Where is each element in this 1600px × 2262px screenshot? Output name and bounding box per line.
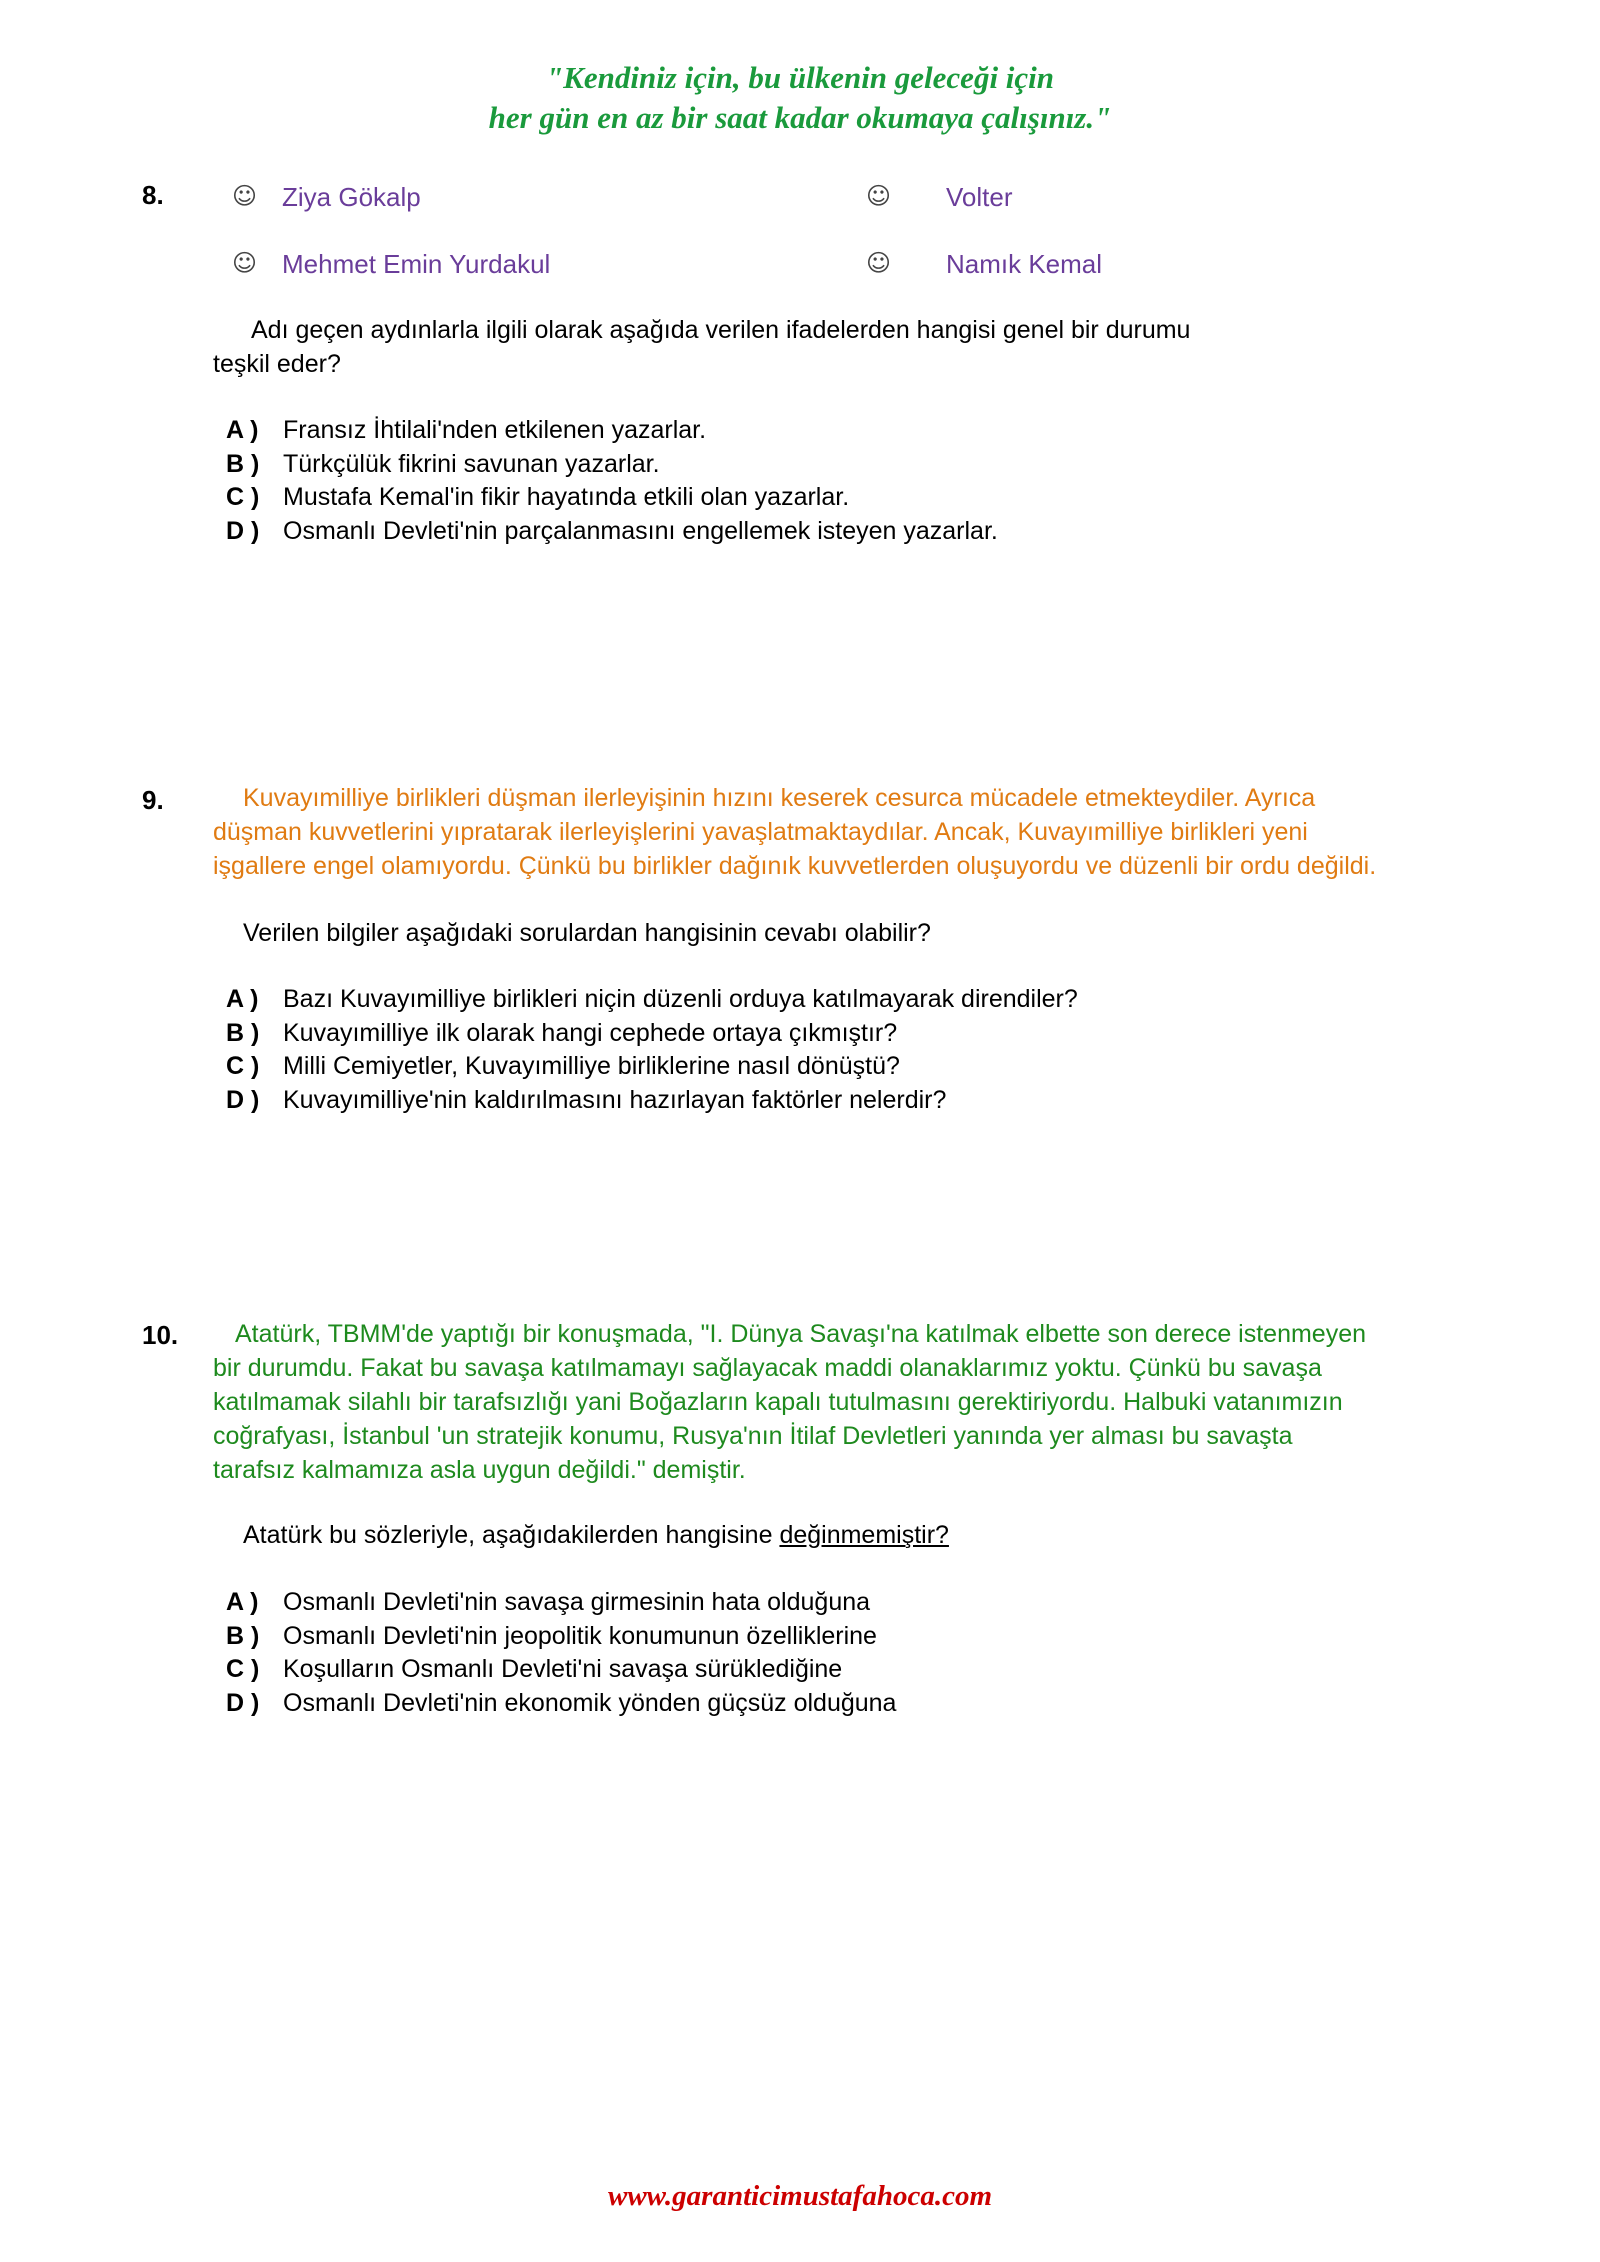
underlined-keyword: değinmemiştir? (779, 1521, 949, 1549)
answer-option-c[interactable]: C ) Mustafa Kemal'in fikir hayatında etkili olan yazarlar. (226, 483, 850, 511)
question-passage: Atatürk, TBMM'de yaptığı bir konuşmada, "I. Dünya Savaşı'na katılmak elbette son derece istenmeyen bir durumdu. Fakat bu savaşa katılmamayı sağlayacak maddi olanaklarımız yoktu. Çünkü bu savaşa katılmamak silahlı bir tarafsızlığı yani Boğazların kapalı tutulmasını gerektiriyordu. Halbuki vatanımızın coğrafyası, İstanbul 'un stratejik konumu, Rusya'nın İtilaf Devletleri yanında yer alması bu savaşta tarafsız kalmamıza asla uygun değildi." demiştir. (213, 1320, 1367, 1484)
answer-options (226, 414, 998, 548)
smiley-icon: ☺ (866, 182, 892, 210)
answer-options (226, 983, 1078, 1117)
quote-line-2: her gün en az bir saat kadar okumaya çalışınız." (488, 100, 1112, 135)
question-stem: Adı geçen aydınlarla ilgili olarak aşağıda verilen ifadelerden hangisi genel bir durumu teşkil eder? (213, 316, 1191, 378)
smiley-icon: ☺ (232, 249, 258, 277)
smiley-icon: ☺ (232, 182, 258, 210)
answer-option-c[interactable]: C ) Koşulların Osmanlı Devleti'ni savaşa sürüklediğine (226, 1655, 843, 1683)
quote-line-1: "Kendiniz için, bu ülkenin geleceği için (545, 60, 1055, 95)
footer-website-link[interactable]: www.garanticimustafahoca.com (607, 2180, 993, 2212)
answer-option-b[interactable]: B ) Osmanlı Devleti'nin jeopolitik konumunun özelliklerine (226, 1621, 877, 1650)
name-option: Ziya Gökalp (282, 182, 421, 212)
name-option: Mehmet Emin Yurdakul (282, 249, 551, 279)
question-number: 10. (142, 1320, 179, 1350)
name-option: Namık Kemal (946, 249, 1103, 279)
answer-option-c[interactable]: C ) Milli Cemiyetler, Kuvayımilliye birliklerine nasıl dönüştü? (226, 1052, 900, 1080)
name-option: Volter (946, 182, 1013, 212)
question-passage: Kuvayımilliye birlikleri düşman ilerleyişinin hızını keserek cesurca mücadele etmekteydiler. Ayrıca düşman kuvvetlerini yıpratarak ilerleyişlerini yavaşlatmaktaydılar. Ancak, Kuvayımilliye birlikleri yeni işgallere engel olamıyordu. Çünkü bu birlikler dağınık kuvvetlerden oluşuyordu ve düzenli bir ordu değildi. (213, 784, 1377, 880)
answer-option-a[interactable]: A ) Osmanlı Devleti'nin savaşa girmesinin hata olduğuna (226, 1588, 871, 1616)
question-number: 8. (142, 180, 164, 210)
answer-option-b[interactable]: B ) Türkçülük fikrini savunan yazarlar. (226, 449, 660, 478)
answer-option-a[interactable]: A ) Fransız İhtilali'nden etkilenen yazarlar. (226, 416, 707, 444)
answer-option-d[interactable]: D ) Osmanlı Devleti'nin parçalanmasını engellemek isteyen yazarlar. (226, 516, 998, 545)
motivational-quote (0, 58, 1600, 138)
answer-options (226, 1586, 896, 1720)
answer-option-a[interactable]: A ) Bazı Kuvayımilliye birlikleri niçin düzenli orduya katılmayarak direndiler? (226, 985, 1078, 1013)
question-stem: Verilen bilgiler aşağıdaki sorulardan hangisinin cevabı olabilir? (243, 919, 931, 947)
question-number: 9. (142, 785, 164, 815)
question-stem: Atatürk bu sözleriyle, aşağıdakilerden hangisine değinmemiştir? (243, 1521, 949, 1549)
answer-option-d[interactable]: D ) Kuvayımilliye'nin kaldırılmasını hazırlayan faktörler nelerdir? (226, 1085, 947, 1114)
answer-option-d[interactable]: D ) Osmanlı Devleti'nin ekonomik yönden güçsüz olduğuna (226, 1688, 897, 1717)
smiley-icon: ☺ (866, 249, 892, 277)
answer-option-b[interactable]: B ) Kuvayımilliye ilk olarak hangi cephede ortaya çıkmıştır? (226, 1018, 898, 1047)
